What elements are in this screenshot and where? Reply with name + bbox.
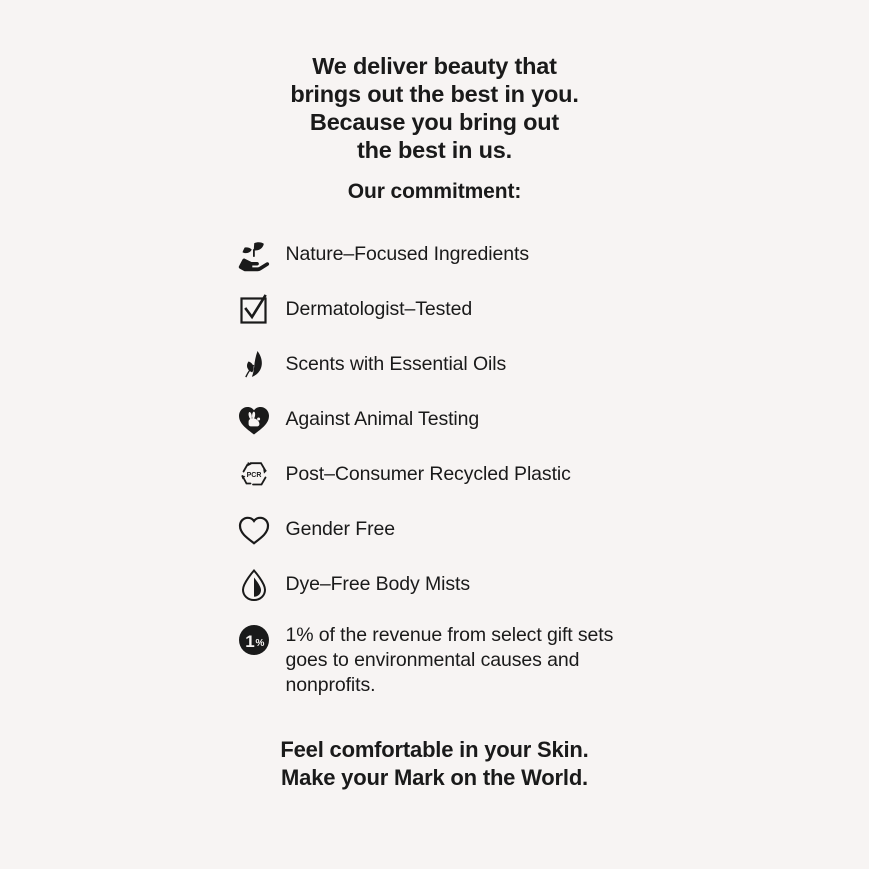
list-item-label: 1% of the revenue from select gift sets goes to environmental causes and nonprofits. <box>285 624 614 696</box>
list-item-label: Post–Consumer Recycled Plastic <box>285 463 571 485</box>
leaf-drop-icon <box>234 346 274 384</box>
list-item-label: Scents with Essential Oils <box>285 353 507 375</box>
list-item <box>234 346 654 384</box>
list-item-label: Against Animal Testing <box>285 408 480 430</box>
commitment-title: Our commitment: <box>347 180 522 203</box>
footer-line-1: Feel comfortable in your Skin. <box>280 737 589 762</box>
droplet-leaf-icon <box>234 566 274 604</box>
list-item <box>234 621 654 698</box>
svg-text:%: % <box>255 638 264 649</box>
heart-with-rabbit-icon <box>234 401 274 439</box>
list-item-label: Gender Free <box>285 518 395 540</box>
headline-line-1: We deliver beauty that <box>312 53 557 79</box>
list-item <box>234 566 654 604</box>
list-item <box>234 456 654 494</box>
list-item-label: Dermatologist–Tested <box>285 298 473 320</box>
list-item <box>234 401 654 439</box>
footer-line-2: Make your Mark on the World. <box>281 765 588 790</box>
heart-outline-icon <box>234 511 274 549</box>
headline-line-3: Because you bring out <box>309 109 560 135</box>
page-footer <box>280 736 588 792</box>
list-item <box>234 291 654 329</box>
plant-in-hand-icon <box>234 236 274 274</box>
commitment-list <box>234 236 654 698</box>
svg-text:PCR: PCR <box>246 472 261 479</box>
svg-text:1: 1 <box>244 632 255 651</box>
list-item <box>234 236 654 274</box>
one-percent-badge-icon <box>234 621 274 659</box>
headline-line-4: the best in us. <box>356 137 512 163</box>
page-headline <box>290 52 578 164</box>
list-item <box>234 511 654 549</box>
pcr-recycling-icon <box>234 456 274 494</box>
headline-line-2: brings out the best in you. <box>290 81 579 107</box>
list-item-label: Dye–Free Body Mists <box>285 573 470 595</box>
checkbox-checked-icon <box>234 291 274 329</box>
list-item-label: Nature–Focused Ingredients <box>285 243 529 265</box>
